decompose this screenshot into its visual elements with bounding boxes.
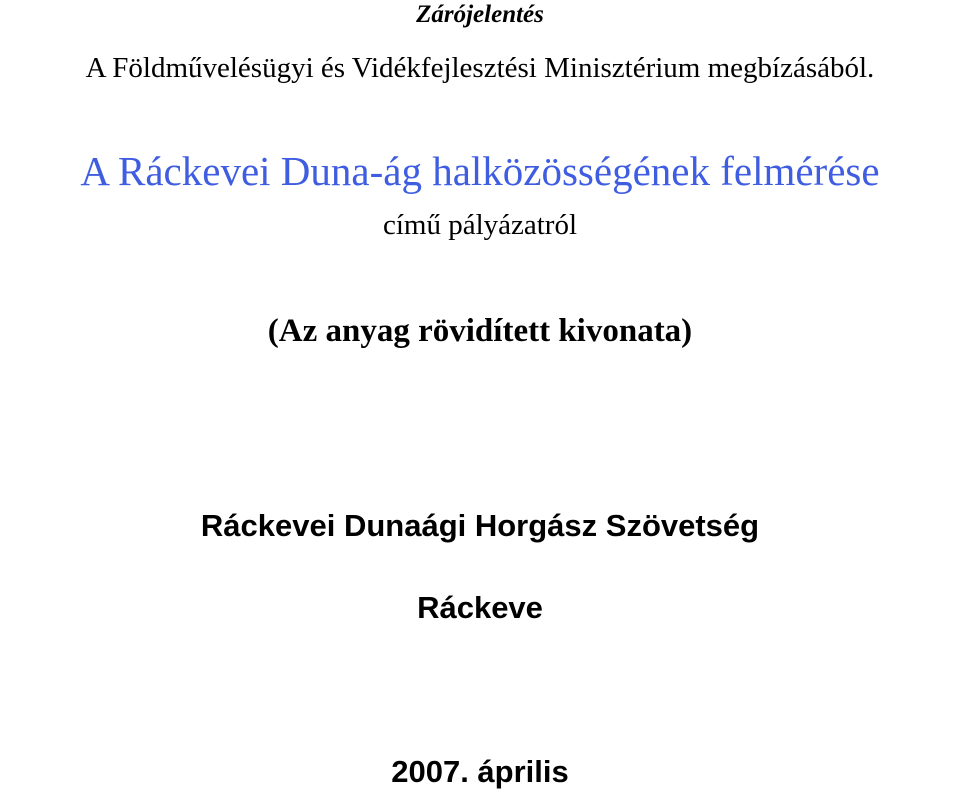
document-date: 2007. április [391, 754, 569, 789]
abridged-note: (Az anyag rövidített kivonata) [267, 313, 693, 349]
commission-line: A Földművelésügyi és Vidékfejlesztési Minisztérium megbízásából. [85, 52, 875, 84]
author-organization: Ráckevei Dunaági Horgász Szövetség [200, 508, 760, 543]
author-city: Ráckeve [417, 590, 543, 625]
document-title: A Ráckevei Duna-ág halközösségének felmérése [80, 148, 880, 194]
report-type-heading: Zárójelentés [416, 1, 544, 28]
document-subtitle: című pályázatról [382, 209, 578, 241]
